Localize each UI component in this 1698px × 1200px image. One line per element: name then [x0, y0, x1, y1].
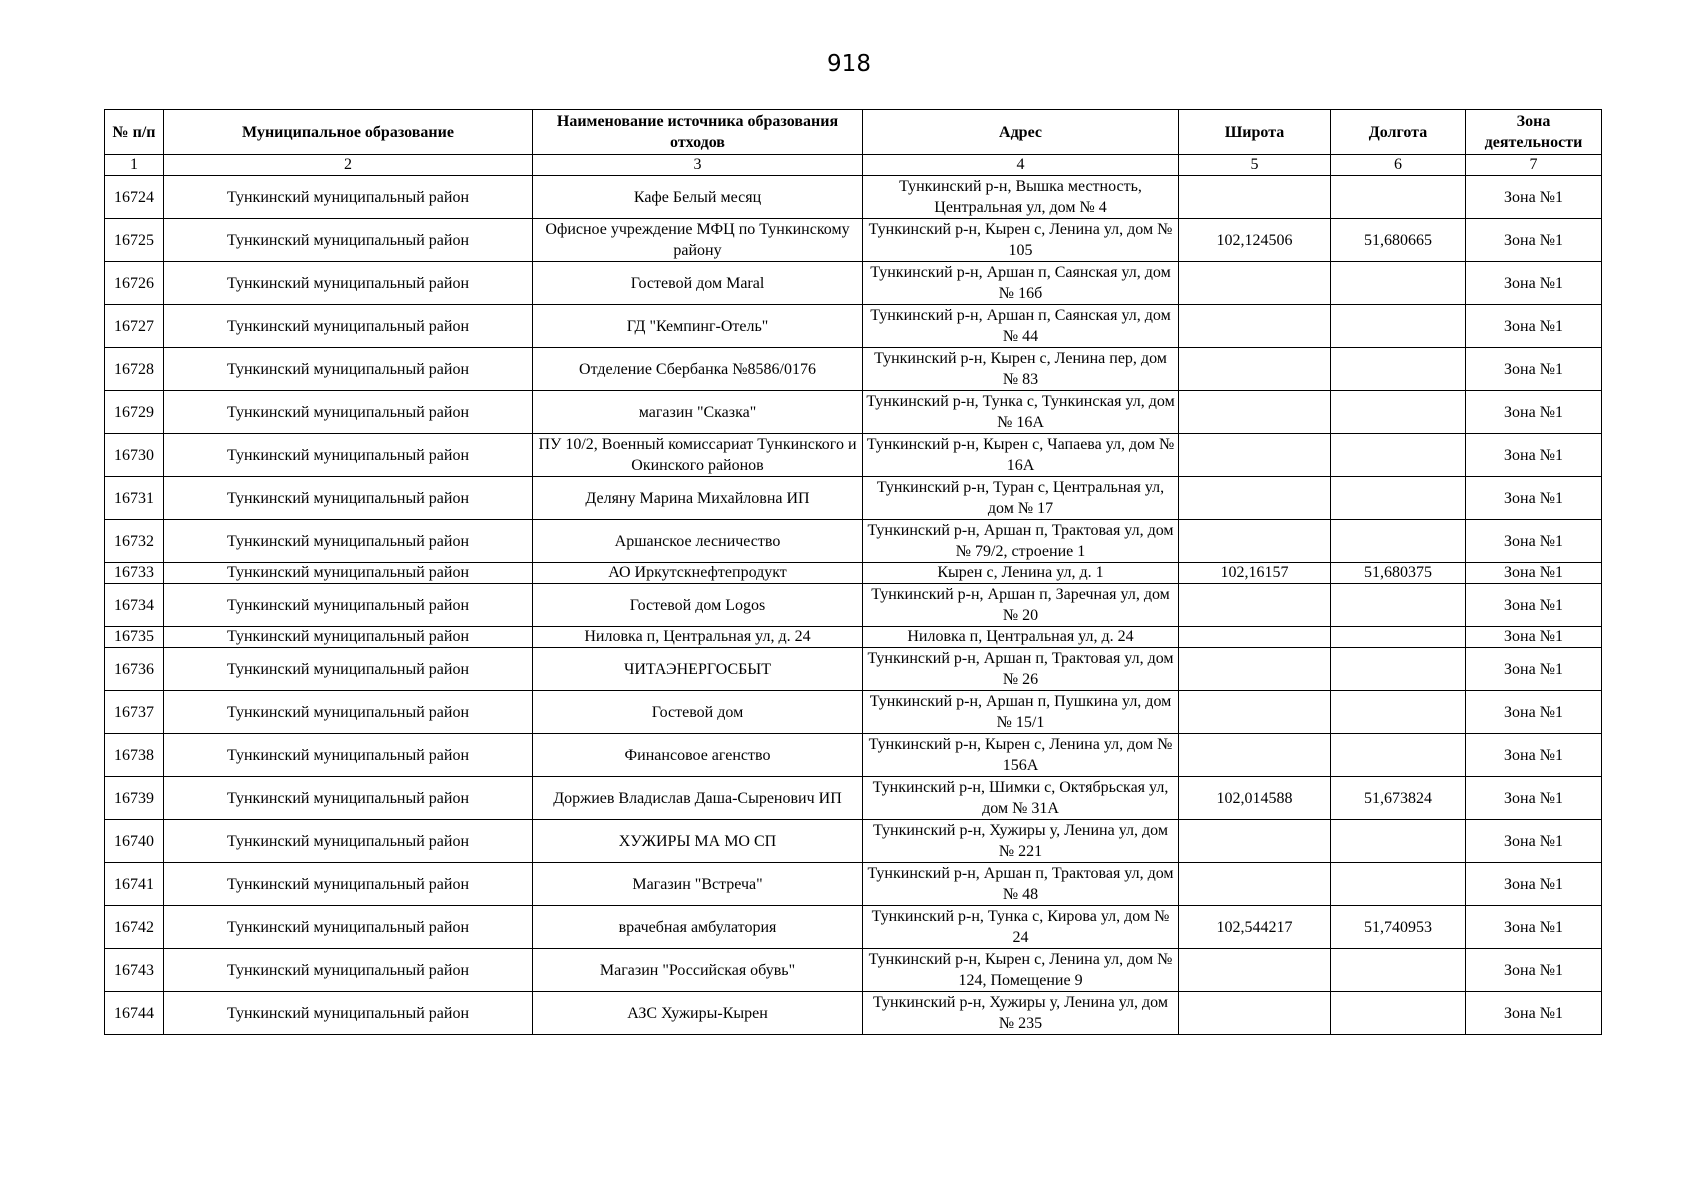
cell-address: Тункинский р-н, Аршан п, Саянская ул, дом № 16б [863, 262, 1179, 305]
cell-latitude [1179, 949, 1331, 992]
cell-source-name: Гостевой дом [533, 691, 863, 734]
cell-address: Тункинский р-н, Вышка местность, Центральная ул, дом № 4 [863, 176, 1179, 219]
cell-number: 16737 [105, 691, 164, 734]
cell-longitude [1331, 176, 1466, 219]
cell-zone: Зона №1 [1466, 563, 1602, 584]
cell-municipality: Тункинский муниципальный район [164, 477, 533, 520]
cell-address: Тункинский р-н, Кырен с, Ленина ул, дом № 156А [863, 734, 1179, 777]
cell-source-name: Финансовое агенство [533, 734, 863, 777]
cell-zone: Зона №1 [1466, 434, 1602, 477]
column-number: 7 [1466, 155, 1602, 176]
cell-latitude [1179, 391, 1331, 434]
cell-number: 16741 [105, 863, 164, 906]
cell-number: 16724 [105, 176, 164, 219]
cell-address: Тункинский р-н, Шимки с, Октябрьская ул, дом № 31А [863, 777, 1179, 820]
cell-municipality: Тункинский муниципальный район [164, 648, 533, 691]
cell-address: Тункинский р-н, Туран с, Центральная ул, дом № 17 [863, 477, 1179, 520]
header-latitude: Широта [1179, 110, 1331, 155]
cell-longitude [1331, 734, 1466, 777]
cell-latitude [1179, 627, 1331, 648]
table-body [105, 176, 1602, 1035]
header-zone: Зона деятельности [1466, 110, 1602, 155]
cell-source-name: врачебная амбулатория [533, 906, 863, 949]
table-row [105, 584, 1602, 627]
cell-number: 16735 [105, 627, 164, 648]
cell-zone: Зона №1 [1466, 584, 1602, 627]
cell-municipality: Тункинский муниципальный район [164, 627, 533, 648]
cell-longitude [1331, 627, 1466, 648]
cell-longitude [1331, 520, 1466, 563]
cell-municipality: Тункинский муниципальный район [164, 992, 533, 1035]
table-row [105, 820, 1602, 863]
cell-number: 16733 [105, 563, 164, 584]
cell-zone: Зона №1 [1466, 648, 1602, 691]
cell-latitude [1179, 584, 1331, 627]
cell-latitude [1179, 348, 1331, 391]
column-number: 5 [1179, 155, 1331, 176]
cell-zone: Зона №1 [1466, 734, 1602, 777]
cell-latitude: 102,16157 [1179, 563, 1331, 584]
table-row [105, 563, 1602, 584]
cell-number: 16742 [105, 906, 164, 949]
table-row [105, 434, 1602, 477]
cell-number: 16725 [105, 219, 164, 262]
table-row [105, 176, 1602, 219]
table-header-row [105, 110, 1602, 155]
cell-number: 16738 [105, 734, 164, 777]
cell-address: Тункинский р-н, Аршан п, Пушкина ул, дом № 15/1 [863, 691, 1179, 734]
cell-address: Тункинский р-н, Аршан п, Трактовая ул, дом № 48 [863, 863, 1179, 906]
cell-address: Кырен с, Ленина ул, д. 1 [863, 563, 1179, 584]
cell-zone: Зона №1 [1466, 820, 1602, 863]
cell-municipality: Тункинский муниципальный район [164, 734, 533, 777]
cell-source-name: АЗС Хужиры-Кырен [533, 992, 863, 1035]
cell-zone: Зона №1 [1466, 176, 1602, 219]
cell-latitude [1179, 520, 1331, 563]
cell-number: 16732 [105, 520, 164, 563]
table-row [105, 262, 1602, 305]
cell-source-name: Ниловка п, Центральная ул, д. 24 [533, 627, 863, 648]
table-row [105, 691, 1602, 734]
cell-address: Тункинский р-н, Аршан п, Заречная ул, дом № 20 [863, 584, 1179, 627]
column-number: 1 [105, 155, 164, 176]
cell-zone: Зона №1 [1466, 305, 1602, 348]
cell-number: 16740 [105, 820, 164, 863]
cell-address: Тункинский р-н, Хужиры у, Ленина ул, дом № 235 [863, 992, 1179, 1035]
cell-source-name: Доржиев Владислав Даша-Сыренович ИП [533, 777, 863, 820]
cell-number: 16743 [105, 949, 164, 992]
cell-municipality: Тункинский муниципальный район [164, 584, 533, 627]
cell-source-name: Офисное учреждение МФЦ по Тункинскому району [533, 219, 863, 262]
cell-source-name: ГД "Кемпинг-Отель" [533, 305, 863, 348]
table-row [105, 863, 1602, 906]
cell-municipality: Тункинский муниципальный район [164, 949, 533, 992]
cell-address: Тункинский р-н, Аршан п, Саянская ул, дом № 44 [863, 305, 1179, 348]
table-row [105, 305, 1602, 348]
cell-longitude: 51,680665 [1331, 219, 1466, 262]
cell-longitude: 51,740953 [1331, 906, 1466, 949]
cell-zone: Зона №1 [1466, 219, 1602, 262]
table-row [105, 949, 1602, 992]
cell-source-name: Отделение Сбербанка №8586/0176 [533, 348, 863, 391]
cell-source-name: ХУЖИРЫ МА МО СП [533, 820, 863, 863]
cell-source-name: Кафе Белый месяц [533, 176, 863, 219]
cell-longitude [1331, 820, 1466, 863]
cell-municipality: Тункинский муниципальный район [164, 906, 533, 949]
cell-source-name: Деляну Марина Михайловна ИП [533, 477, 863, 520]
cell-zone: Зона №1 [1466, 691, 1602, 734]
cell-address: Тункинский р-н, Хужиры у, Ленина ул, дом № 221 [863, 820, 1179, 863]
column-number: 3 [533, 155, 863, 176]
cell-source-name: Магазин "Российская обувь" [533, 949, 863, 992]
cell-municipality: Тункинский муниципальный район [164, 520, 533, 563]
table-row [105, 992, 1602, 1035]
cell-number: 16744 [105, 992, 164, 1035]
header-address: Адрес [863, 110, 1179, 155]
cell-source-name: ЧИТАЭНЕРГОСБЫТ [533, 648, 863, 691]
cell-latitude [1179, 176, 1331, 219]
cell-zone: Зона №1 [1466, 262, 1602, 305]
cell-latitude: 102,124506 [1179, 219, 1331, 262]
cell-latitude: 102,544217 [1179, 906, 1331, 949]
cell-longitude [1331, 262, 1466, 305]
cell-municipality: Тункинский муниципальный район [164, 563, 533, 584]
cell-source-name: АО Иркутскнефтепродукт [533, 563, 863, 584]
table-row [105, 219, 1602, 262]
cell-municipality: Тункинский муниципальный район [164, 219, 533, 262]
cell-zone: Зона №1 [1466, 391, 1602, 434]
table-row [105, 648, 1602, 691]
page-number: 918 [827, 51, 871, 77]
cell-municipality: Тункинский муниципальный район [164, 305, 533, 348]
cell-longitude [1331, 434, 1466, 477]
cell-address: Тункинский р-н, Кырен с, Ленина ул, дом № 105 [863, 219, 1179, 262]
cell-longitude [1331, 305, 1466, 348]
cell-municipality: Тункинский муниципальный район [164, 348, 533, 391]
cell-address: Тункинский р-н, Кырен с, Чапаева ул, дом № 16А [863, 434, 1179, 477]
cell-municipality: Тункинский муниципальный район [164, 391, 533, 434]
cell-latitude [1179, 648, 1331, 691]
cell-address: Ниловка п, Центральная ул, д. 24 [863, 627, 1179, 648]
cell-latitude [1179, 691, 1331, 734]
cell-zone: Зона №1 [1466, 777, 1602, 820]
cell-zone: Зона №1 [1466, 863, 1602, 906]
column-number: 6 [1331, 155, 1466, 176]
table-row [105, 391, 1602, 434]
cell-source-name: магазин "Сказка" [533, 391, 863, 434]
cell-latitude [1179, 863, 1331, 906]
cell-latitude [1179, 820, 1331, 863]
table-row [105, 777, 1602, 820]
waste-sources-table [104, 109, 1602, 1035]
cell-longitude [1331, 691, 1466, 734]
table-row [105, 348, 1602, 391]
table-row [105, 627, 1602, 648]
cell-source-name: Магазин "Встреча" [533, 863, 863, 906]
cell-number: 16727 [105, 305, 164, 348]
cell-municipality: Тункинский муниципальный район [164, 777, 533, 820]
cell-zone: Зона №1 [1466, 348, 1602, 391]
cell-number: 16736 [105, 648, 164, 691]
column-number: 2 [164, 155, 533, 176]
cell-zone: Зона №1 [1466, 906, 1602, 949]
column-number: 4 [863, 155, 1179, 176]
cell-longitude: 51,680375 [1331, 563, 1466, 584]
cell-latitude [1179, 992, 1331, 1035]
cell-zone: Зона №1 [1466, 520, 1602, 563]
cell-latitude [1179, 477, 1331, 520]
cell-zone: Зона №1 [1466, 627, 1602, 648]
cell-longitude [1331, 391, 1466, 434]
column-number-row [105, 155, 1602, 176]
cell-source-name: Гостевой дом Logos [533, 584, 863, 627]
cell-zone: Зона №1 [1466, 992, 1602, 1035]
cell-zone: Зона №1 [1466, 477, 1602, 520]
cell-municipality: Тункинский муниципальный район [164, 820, 533, 863]
cell-latitude [1179, 434, 1331, 477]
cell-longitude [1331, 949, 1466, 992]
cell-source-name: Гостевой дом Maral [533, 262, 863, 305]
cell-source-name: ПУ 10/2, Военный комиссариат Тункинского и Окинского районов [533, 434, 863, 477]
cell-address: Тункинский р-н, Аршан п, Трактовая ул, дом № 79/2, строение 1 [863, 520, 1179, 563]
cell-address: Тункинский р-н, Аршан п, Трактовая ул, дом № 26 [863, 648, 1179, 691]
cell-source-name: Аршанское лесничество [533, 520, 863, 563]
cell-address: Тункинский р-н, Кырен с, Ленина пер, дом № 83 [863, 348, 1179, 391]
table-row [105, 520, 1602, 563]
cell-address: Тункинский р-н, Тунка с, Тункинская ул, дом № 16А [863, 391, 1179, 434]
cell-longitude [1331, 477, 1466, 520]
cell-zone: Зона №1 [1466, 949, 1602, 992]
cell-municipality: Тункинский муниципальный район [164, 434, 533, 477]
header-municipality: Муниципальное образование [164, 110, 533, 155]
cell-number: 16728 [105, 348, 164, 391]
cell-address: Тункинский р-н, Кырен с, Ленина ул, дом № 124, Помещение 9 [863, 949, 1179, 992]
cell-longitude [1331, 648, 1466, 691]
cell-address: Тункинский р-н, Тунка с, Кирова ул, дом № 24 [863, 906, 1179, 949]
header-number: № п/п [105, 110, 164, 155]
cell-number: 16734 [105, 584, 164, 627]
cell-latitude [1179, 262, 1331, 305]
table-row [105, 734, 1602, 777]
cell-longitude [1331, 348, 1466, 391]
cell-longitude [1331, 863, 1466, 906]
cell-number: 16730 [105, 434, 164, 477]
cell-longitude [1331, 584, 1466, 627]
cell-longitude: 51,673824 [1331, 777, 1466, 820]
cell-municipality: Тункинский муниципальный район [164, 176, 533, 219]
cell-municipality: Тункинский муниципальный район [164, 691, 533, 734]
cell-number: 16739 [105, 777, 164, 820]
header-longitude: Долгота [1331, 110, 1466, 155]
header-source-name: Наименование источника образования отходов [533, 110, 863, 155]
table-row [105, 906, 1602, 949]
cell-latitude [1179, 305, 1331, 348]
cell-latitude [1179, 734, 1331, 777]
cell-longitude [1331, 992, 1466, 1035]
cell-number: 16729 [105, 391, 164, 434]
cell-number: 16726 [105, 262, 164, 305]
cell-latitude: 102,014588 [1179, 777, 1331, 820]
cell-municipality: Тункинский муниципальный район [164, 262, 533, 305]
cell-number: 16731 [105, 477, 164, 520]
table-row [105, 477, 1602, 520]
cell-municipality: Тункинский муниципальный район [164, 863, 533, 906]
